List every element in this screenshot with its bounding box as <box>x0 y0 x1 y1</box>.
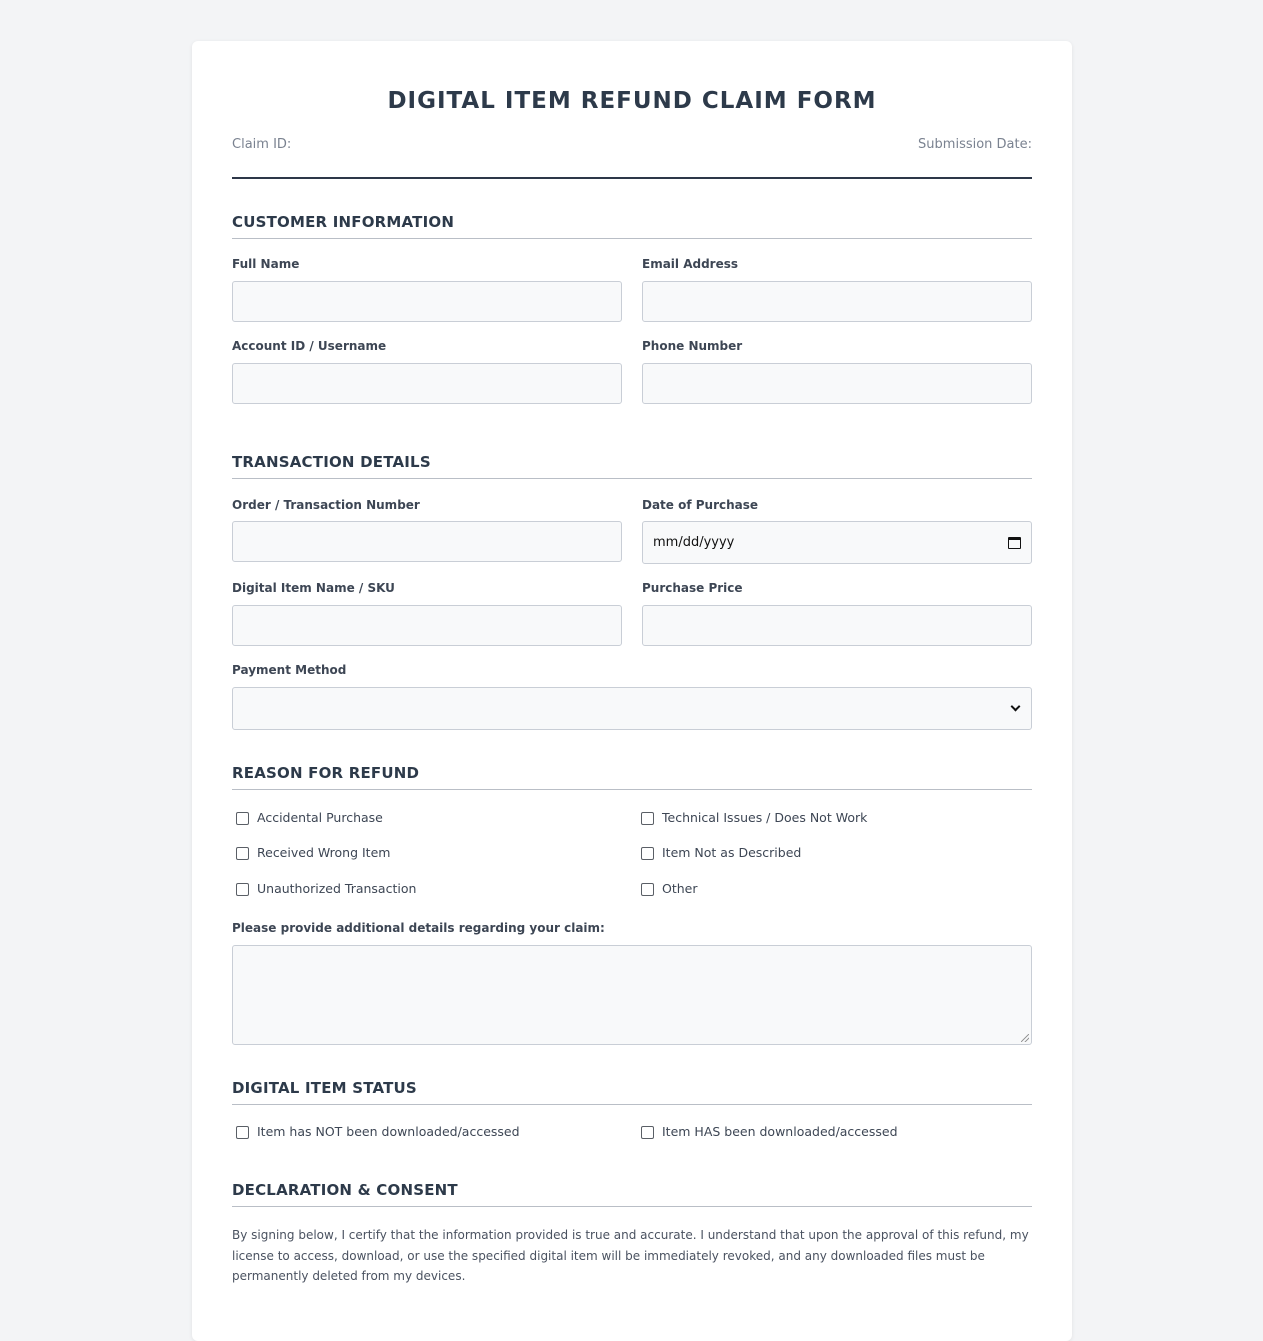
reason-label: Unauthorized Transaction <box>257 880 417 896</box>
email-input[interactable] <box>642 281 1032 322</box>
additional-details-textarea[interactable] <box>232 945 1032 1045</box>
order-number-label: Order / Transaction Number <box>232 498 420 512</box>
payment-method-select[interactable] <box>232 687 1032 730</box>
section-reason-for-refund: REASON FOR REFUND <box>232 764 1032 790</box>
section-customer-information: CUSTOMER INFORMATION <box>232 213 1032 239</box>
status-label: Item has NOT been downloaded/accessed <box>257 1123 520 1139</box>
form-title: DIGITAL ITEM REFUND CLAIM FORM <box>387 88 877 114</box>
checkbox[interactable] <box>236 812 249 825</box>
submission-date-label: Submission Date: <box>918 137 1032 152</box>
meta-row <box>232 137 1032 152</box>
chevron-down-icon <box>1011 702 1021 712</box>
checkbox[interactable] <box>641 847 654 860</box>
date-placeholder: mm/dd/yyyy <box>653 535 735 550</box>
checkbox[interactable] <box>236 883 249 896</box>
reason-label: Other <box>662 880 698 896</box>
reason-unauthorized-transaction[interactable] <box>236 880 416 896</box>
reason-label: Accidental Purchase <box>257 809 383 825</box>
section-transaction-details: TRANSACTION DETAILS <box>232 453 1032 479</box>
checkbox[interactable] <box>641 812 654 825</box>
status-not-downloaded[interactable] <box>236 1123 520 1139</box>
reason-accidental-purchase[interactable] <box>236 809 383 825</box>
section-declaration-consent: DECLARATION & CONSENT <box>232 1181 1032 1207</box>
payment-method-label: Payment Method <box>232 663 347 677</box>
full-name-input[interactable] <box>232 281 622 322</box>
calendar-icon[interactable] <box>1008 537 1021 549</box>
item-name-label: Digital Item Name / SKU <box>232 581 395 595</box>
purchase-price-input[interactable] <box>642 605 1032 646</box>
reason-technical-issues[interactable] <box>641 809 867 825</box>
checkbox[interactable] <box>236 847 249 860</box>
account-id-input[interactable] <box>232 363 622 404</box>
checkbox[interactable] <box>236 1126 249 1139</box>
email-label: Email Address <box>642 257 739 271</box>
purchase-price-label: Purchase Price <box>642 581 743 595</box>
purchase-date-label: Date of Purchase <box>642 498 759 512</box>
reason-wrong-item[interactable] <box>236 844 390 860</box>
reason-label: Technical Issues / Does Not Work <box>662 809 868 825</box>
additional-details-label: Please provide additional details regarding your claim: <box>232 921 605 935</box>
purchase-date-input[interactable] <box>642 521 1032 564</box>
phone-label: Phone Number <box>642 339 743 353</box>
title-divider <box>232 177 1032 179</box>
full-name-label: Full Name <box>232 257 300 271</box>
declaration-text: By signing below, I certify that the information provided is true and accurate. I understand that upon the approval of this refund, my license to access, download, or use the specified digital item will be immediately revoked, and any downloaded files must be permanently deleted from my devices. <box>232 1228 1029 1283</box>
item-name-input[interactable] <box>232 605 622 646</box>
status-label: Item HAS been downloaded/accessed <box>662 1123 898 1139</box>
resize-handle-icon[interactable] <box>1021 1034 1029 1042</box>
checkbox[interactable] <box>641 883 654 896</box>
checkbox[interactable] <box>641 1126 654 1139</box>
phone-input[interactable] <box>642 363 1032 404</box>
reason-not-as-described[interactable] <box>641 844 801 860</box>
reason-label: Item Not as Described <box>662 844 802 860</box>
reason-other[interactable] <box>641 880 698 896</box>
form-card <box>192 41 1072 1341</box>
claim-id-label: Claim ID: <box>232 137 292 152</box>
reason-label: Received Wrong Item <box>257 844 391 860</box>
section-digital-item-status: DIGITAL ITEM STATUS <box>232 1079 1032 1105</box>
order-number-input[interactable] <box>232 521 622 562</box>
status-downloaded[interactable] <box>641 1123 898 1139</box>
account-id-label: Account ID / Username <box>232 339 387 353</box>
